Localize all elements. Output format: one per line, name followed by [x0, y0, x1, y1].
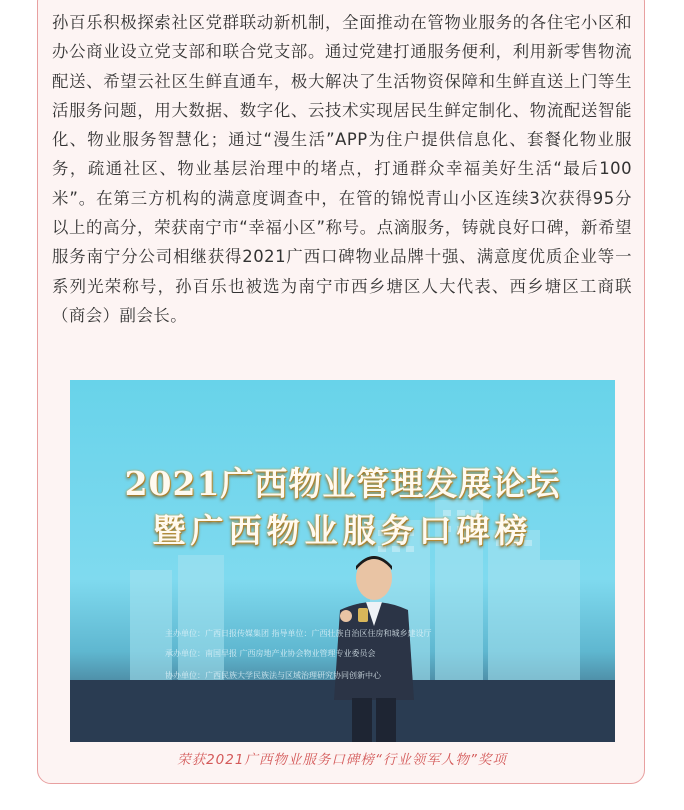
- article-paragraph: 孙百乐积极探索社区党群联动新机制，全面推动在管物业服务的各住宅小区和办公商业设立党支部和联合党支部。通过党建打通服务便利，利用新零售物流配送、希望云社区生鲜直通车，极大解决了生活物资保障和生鲜直送上门等生活服务问题，用大数据、数字化、云技术实现居民生鲜定制化、物流配送智能化、物业服务智慧化；通过“漫生活”APP为住户提供信息化、套餐化物业服务，疏通社区、物业基层治理中的堵点，打通群众幸福美好生活“最后100米”。在第三方机构的满意度调查中，在管的锦悦青山小区连续3次获得95分以上的高分，荣获南宁市“幸福小区”称号。点滴服务，铸就良好口碑，新希望服务南宁分公司相继获得2021广西口碑物业品牌十强、满意度优质企业等一系列光荣称号，孙百乐也被选为南宁市西乡塘区人大代表、西乡塘区工商联（商会）副会长。: [52, 13, 632, 325]
- banner-subtitle: 暨广西物业服务口碑榜: [152, 511, 533, 550]
- banner-title: 2021广西物业管理发展论坛: [124, 464, 561, 503]
- award-photo: [70, 380, 615, 742]
- sponsor-line-host: 承办单位：南国早报 广西房地产业协会物业管理专业委员会: [165, 649, 376, 658]
- photo-caption: 荣获2021广西物业服务口碑榜“行业领军人物”奖项: [177, 752, 507, 768]
- sponsor-line-organizer: 主办单位：广西日报传媒集团 指导单位：广西壮族自治区住房和城乡建设厅: [165, 629, 432, 638]
- photo-scene: [70, 380, 615, 742]
- sponsor-line-coorganizer: 协办单位：广西民族大学民族法与区域治理研究协同创新中心: [165, 671, 381, 680]
